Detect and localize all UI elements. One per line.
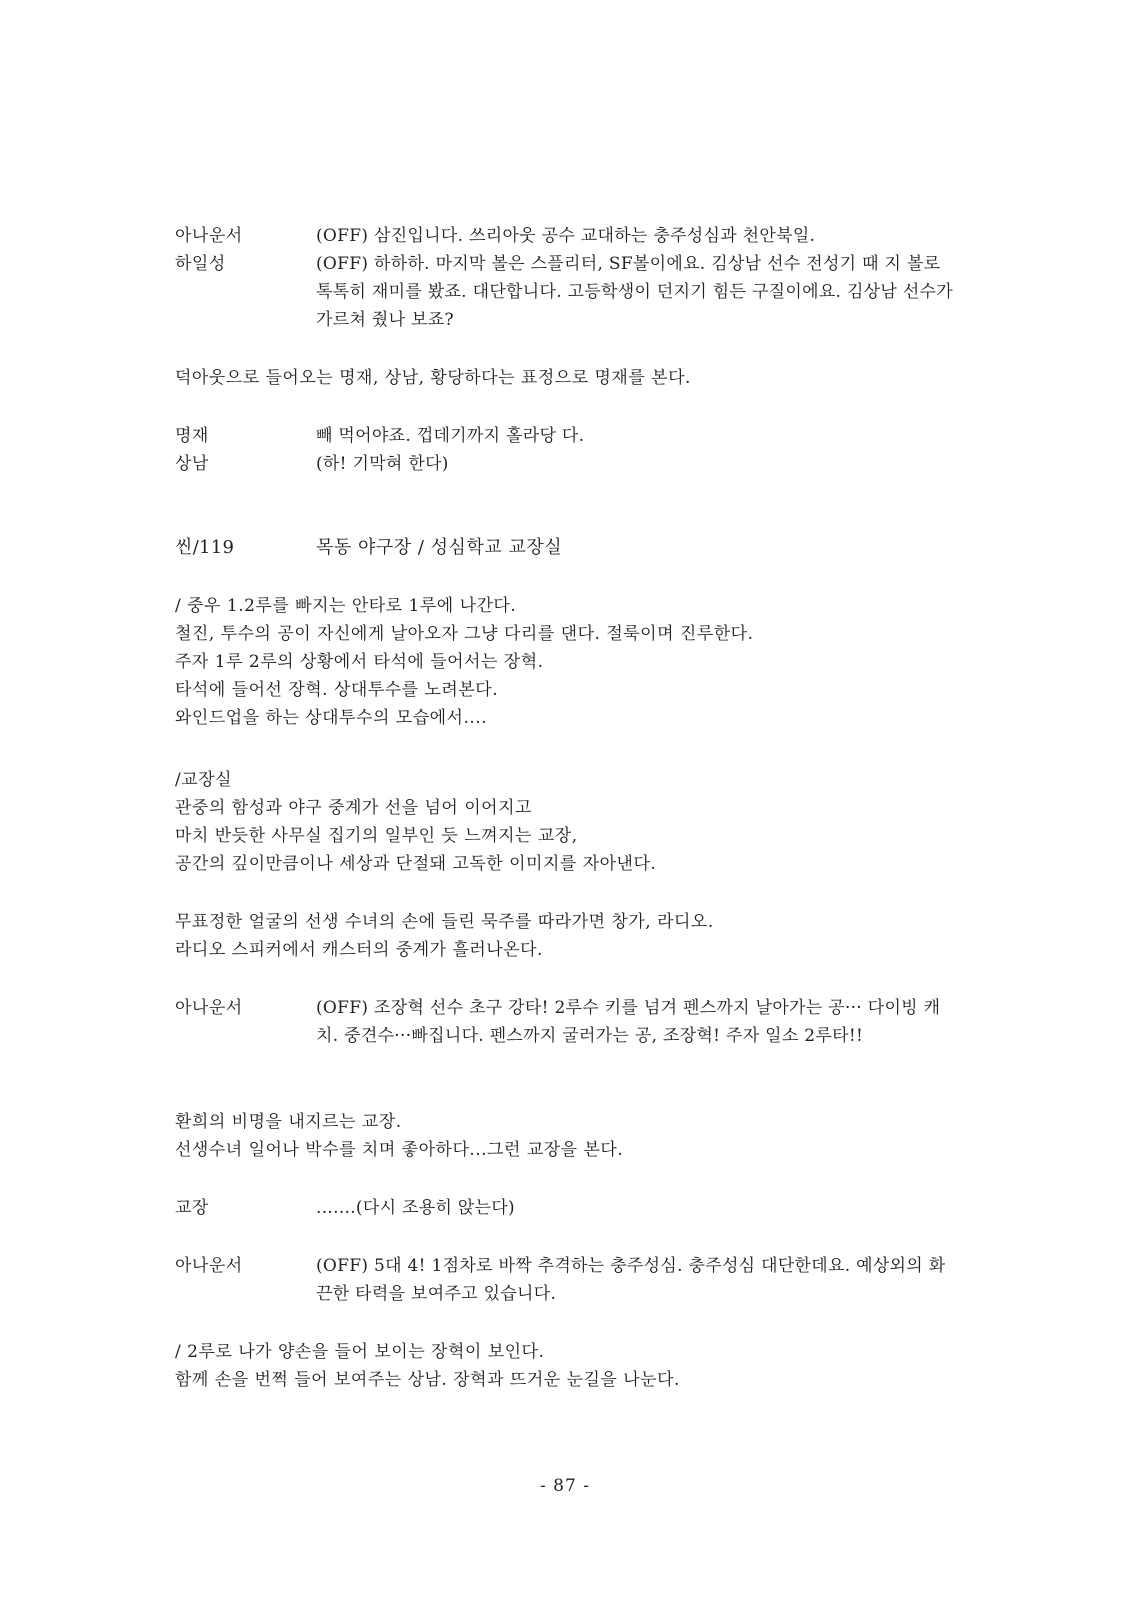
- speaker-announcer: 아나운서: [175, 1256, 243, 1276]
- dialogue-announcer: (OFF) 삼진입니다. 쓰리아웃 공수 교대하는 충주성심과 천안북일.: [316, 226, 816, 246]
- scene-number: 씬/119: [175, 537, 235, 558]
- speaker-myeongjae: 명재: [175, 426, 209, 446]
- action-line: 와인드업을 하는 상대투수의 모습에서....: [175, 708, 488, 728]
- action-line: 관중의 함성과 야구 중계가 선을 넘어 이어지고: [175, 798, 532, 818]
- location-tag: /교장실: [175, 770, 232, 790]
- speaker-principal: 교장: [175, 1198, 209, 1218]
- action-line: 타석에 들어선 장혁. 상대투수를 노려본다.: [175, 680, 499, 700]
- speaker-announcer: 아나운서: [175, 998, 243, 1018]
- dialogue-ha-ilseong: (OFF) 하하하. 마지막 볼은 스플리터, SF볼이에요. 김상남 선수 전성기 때 지 볼로 톡톡히 재미를 봤죠. 대단합니다. 고등학생이 던지기 힘든 구질이에요. 김상남 선수가 가르쳐 줬나 보죠?: [316, 254, 953, 330]
- dialogue-announcer: (OFF) 5대 4! 1점차로 바짝 추격하는 충주성심. 충주성심 대단한데요. 예상외의 화끈한 타력을 보여주고 있습니다.: [316, 1256, 946, 1304]
- action-line: 환희의 비명을 내지르는 교장.: [175, 1112, 402, 1132]
- speaker-sangnam: 상남: [175, 454, 209, 474]
- dialogue-myeongjae: 빼 먹어야죠. 껍데기까지 홀라당 다.: [316, 426, 585, 446]
- dialogue-sangnam: (하! 기막혀 한다): [316, 454, 449, 474]
- action-line: 덕아웃으로 들어오는 명재, 상남, 황당하다는 표정으로 명재를 본다.: [175, 368, 691, 388]
- action-line: 선생수녀 일어나 박수를 치며 좋아하다...그런 교장을 본다.: [175, 1140, 624, 1160]
- speaker-announcer: 아나운서: [175, 226, 243, 246]
- page-number: - 87 -: [540, 1476, 590, 1496]
- action-line: 라디오 스피커에서 캐스터의 중계가 흘러나온다.: [175, 940, 543, 960]
- action-line: 주자 1루 2루의 상황에서 타석에 들어서는 장혁.: [175, 652, 544, 672]
- action-line: 무표정한 얼굴의 선생 수녀의 손에 들린 묵주를 따라가면 창가, 라디오.: [175, 912, 714, 932]
- action-line: 마치 반듯한 사무실 집기의 일부인 듯 느껴지는 교장,: [175, 826, 578, 846]
- action-line: 철진, 투수의 공이 자신에게 날아오자 그냥 다리를 댄다. 절룩이며 진루한다.: [175, 624, 754, 644]
- action-line: 함께 손을 번쩍 들어 보여주는 상남. 장혁과 뜨거운 눈길을 나눈다.: [175, 1370, 680, 1390]
- speaker-ha-ilseong: 하일성: [175, 254, 226, 274]
- dialogue-principal: .......(다시 조용히 앉는다): [316, 1198, 515, 1218]
- scene-title: 목동 야구장 / 성심학교 교장실: [316, 537, 563, 558]
- action-line: 공간의 깊이만큼이나 세상과 단절돼 고독한 이미지를 자아낸다.: [175, 854, 657, 874]
- dialogue-announcer: (OFF) 조장혁 선수 초구 강타! 2루수 키를 넘겨 펜스까지 날아가는 공··· 다이빙 캐치. 중견수···빠집니다. 펜스까지 굴러가는 공, 조장혁! 주자 일소 2루타!!: [316, 998, 941, 1046]
- action-line: / 중우 1.2루를 빠지는 안타로 1루에 나간다.: [175, 596, 517, 616]
- action-line: / 2루로 나가 양손을 들어 보이는 장혁이 보인다.: [175, 1342, 545, 1362]
